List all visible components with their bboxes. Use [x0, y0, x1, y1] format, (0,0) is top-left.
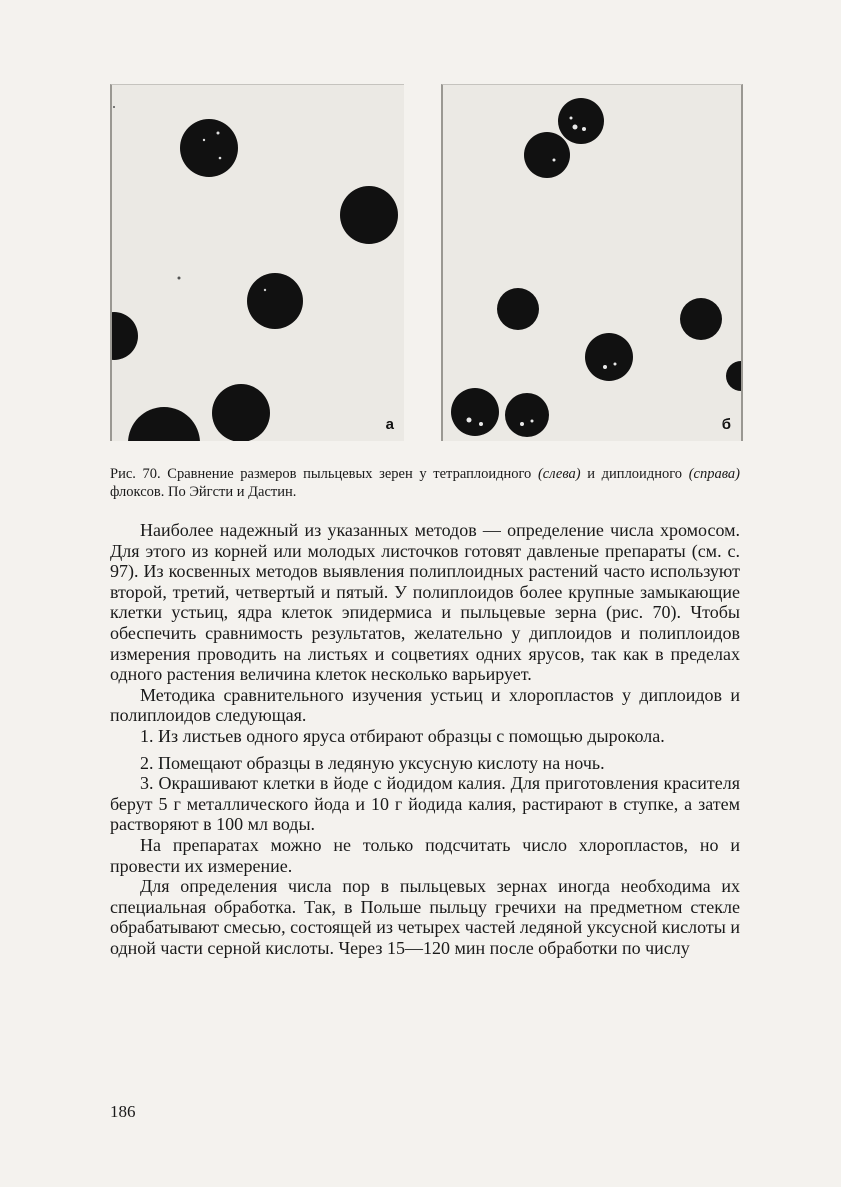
paragraph: На препаратах можно не только подсчитать число хлоропластов, но и провести их измерение. [110, 834, 740, 876]
pollen-grain [497, 288, 539, 330]
pollen-grain [505, 393, 549, 437]
caption-text: флоксов. По Эйгсти и Дастин. [110, 484, 297, 500]
figure-panel-diploid [441, 84, 743, 441]
panel-label-a: а [385, 416, 394, 433]
figure-caption [110, 465, 740, 501]
pollen-grain [180, 119, 238, 177]
paragraph: Методика сравнительного изучения устьиц и хлоропластов у диплоидов и полиплоидов следующая. [110, 684, 740, 726]
pollen-grain [247, 273, 303, 329]
pollen-grain [112, 312, 138, 360]
pollen-grain [524, 132, 570, 178]
figure-panel-tetraploid [110, 84, 404, 441]
pollen-grain [451, 388, 499, 436]
page-number: 186 [110, 1102, 136, 1121]
list-item: 1. Из листьев одного яруса отбирают образцы с помощью дырокола. [140, 725, 665, 746]
pollen-grain [558, 98, 604, 144]
pollen-grain [212, 384, 270, 441]
pollen-micrograph-tetraploid [112, 85, 404, 441]
caption-text: Рис. 70. Сравнение размеров пыльцевых зерен у тетраплоидного [110, 466, 538, 482]
pollen-micrograph-diploid [443, 85, 741, 441]
caption-right-italic: (справа) [688, 466, 740, 482]
paragraph: Наиболее надежный из указанных методов — определение числа хромосом. Для этого из корней или молодых листочков готовят давленые препараты (см. с. 97). Из косвенных методов выявления полиплоидных растений часто используют второй, третий, четвертый и пятый. У полиплоидов более крупные замыкающие клетки устьиц, ядра клеток эпидермиса и пыльцевые зерна (рис. 70). Чтобы обеспечить сравнимость результатов, желательно у диплоидов и полиплоидов измерения проводить на листьях и соцветиях одних ярусов, так как в пределах одного растения величина клеток несколько варьирует. [110, 520, 740, 685]
list-item: 3. Окрашивают клетки в йоде с йодидом калия. Для приготовления красителя берут 5 г металлического йода и 10 г йодида калия, растирают в ступке, а затем растворяют в 100 мл воды. [110, 773, 740, 835]
pollen-grain [585, 333, 633, 381]
paragraph: Для определения числа пор в пыльцевых зернах иногда необходима их специальная обработка. Так, в Польше пыльцу гречихи на предметном стекле обрабатывают смесью, состоящей из четырех частей ледяной уксусной кислоты и одной части серной кислоты. Через 15—120 мин после обработки по числу [110, 876, 740, 958]
pollen-grain [340, 186, 398, 244]
pollen-grain [726, 361, 741, 391]
pollen-grain [680, 298, 722, 340]
panel-label-b: б [721, 416, 731, 433]
body-text [110, 520, 740, 958]
list-item: 2. Помещают образцы в ледяную уксусную кислоту на ночь. [140, 752, 605, 773]
caption-left-italic: (слева) [537, 466, 581, 482]
pollen-grain [128, 407, 200, 441]
caption-text: и диплоидного [580, 466, 689, 482]
